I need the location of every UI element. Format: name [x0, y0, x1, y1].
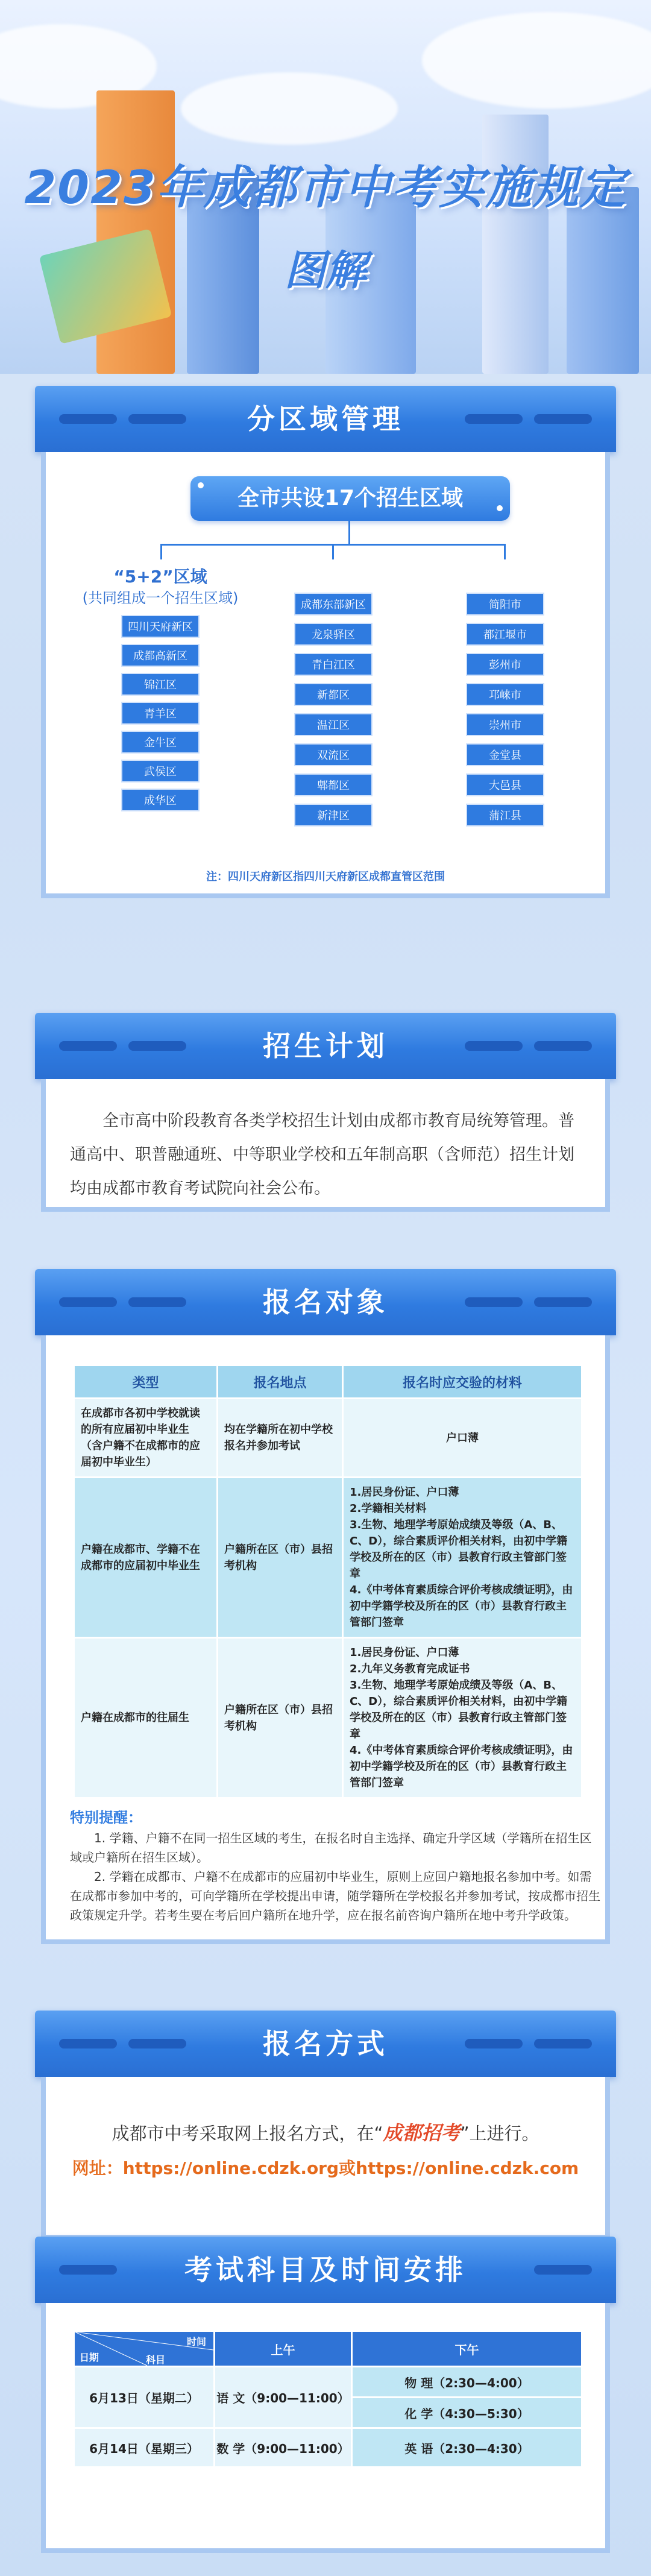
zones-headline: 全市共设17个招生区域 — [190, 476, 510, 521]
district-item: 金堂县 — [466, 743, 544, 766]
am-cell: 语 文（9:00—11:00） — [215, 2367, 351, 2427]
hero-banner — [0, 0, 651, 374]
district-item: 邛崃市 — [466, 683, 544, 706]
section-title: 考试科目及时间安排 — [184, 2253, 467, 2286]
section-header — [35, 386, 616, 452]
plan-section — [35, 1013, 616, 1212]
district-item: 新都区 — [294, 683, 373, 706]
section-title: 报名方式 — [263, 2027, 388, 2060]
district-item: 成华区 — [121, 789, 200, 811]
district-item: 成都东部新区 — [294, 593, 373, 616]
tip-item: 2. 学籍在成都市、户籍不在成都市的应届初中毕业生，原则上应回户籍地报名参加中考。如需在成都市参加中考的，可向学籍所在学校提出申请，随学籍所在学校报名并参加考试，按成都市招生政策规定升学。若考生要在考后回户籍所在地升学，应在报名前咨询户籍所在地中考升学政策。 — [70, 1869, 600, 1923]
district-item: 武侯区 — [121, 760, 200, 783]
pm-cell: 化 学（4:30—5:30） — [353, 2398, 581, 2427]
district-item: 新津区 — [294, 804, 373, 827]
district-item: 温江区 — [294, 713, 373, 736]
district-item: 青羊区 — [121, 702, 200, 725]
signup-line: 成都市中考采取网上报名方式，在“成都招考”上进行。 — [112, 2121, 539, 2144]
cell-type: 在成都市各初中学校就读的所有应届初中毕业生（含户籍不在成都市的应届初中毕业生） — [75, 1399, 216, 1476]
table-header: 类型 — [75, 1366, 216, 1397]
exam-table — [73, 2330, 583, 2468]
plan-text: 全市高中阶段教育各类学校招生计划由成都市教育局统筹管理。普通高中、职普融通班、中等职业学校和五年制高职（含师范）招生计划均由成都市教育考试院向社会公布。 — [70, 1112, 574, 1198]
district-item: 崇州市 — [466, 713, 544, 736]
district-item: 都江堰市 — [466, 623, 544, 646]
district-item: 龙泉驿区 — [294, 623, 373, 646]
table-header: 报名时应交验的材料 — [344, 1366, 581, 1397]
section-header — [35, 1269, 616, 1335]
district-item: 蒲江县 — [466, 804, 544, 827]
header-pm: 下午 — [353, 2332, 581, 2366]
pm-cell: 物 理（2:30—4:00） — [353, 2367, 581, 2396]
signup-section — [35, 2011, 616, 2240]
zones-card — [41, 452, 610, 898]
target-section — [35, 1269, 616, 1944]
zones-section — [35, 386, 616, 898]
district-item: 郫都区 — [294, 773, 373, 796]
table-row — [75, 1478, 581, 1637]
exam-card — [41, 2303, 610, 2553]
zones-note: 注：四川天府新区指四川天府新区成都直管区范围 — [206, 871, 445, 883]
section-title: 分区域管理 — [247, 403, 404, 435]
section-title: 招生计划 — [263, 1030, 388, 1062]
exam-section — [35, 2237, 616, 2553]
cell-place: 均在学籍所在初中学校报名并参加考试 — [218, 1399, 342, 1476]
district-item: 大邑县 — [466, 773, 544, 796]
section-header — [35, 2011, 616, 2077]
district-item: 金牛区 — [121, 731, 200, 754]
brand-logo-text: 成都招考 — [383, 2121, 461, 2144]
district-item: 青白江区 — [294, 653, 373, 676]
district-item: 四川天府新区 — [121, 615, 200, 638]
section-header — [35, 1013, 616, 1079]
cell-materials: 户口薄 — [344, 1399, 581, 1476]
am-cell: 数 学（9:00—11:00） — [215, 2429, 351, 2466]
hero-title: 2023年成都市中考实施规定 — [24, 160, 627, 214]
group1-subtitle: (共同组成一个招生区域) — [82, 590, 239, 606]
header-am: 上午 — [215, 2332, 351, 2366]
target-card — [41, 1335, 610, 1944]
table-row — [75, 1639, 581, 1797]
table-row — [75, 1399, 581, 1476]
cell-type: 户籍在成都市、学籍不在成都市的应届初中毕业生 — [75, 1478, 216, 1637]
cell-place: 户籍所在区（市）县招考机构 — [218, 1639, 342, 1797]
group1-title: “5+2”区域 — [113, 567, 207, 587]
date-cell: 6月14日（星期三） — [75, 2429, 213, 2466]
district-item: 双流区 — [294, 743, 373, 766]
hero-subtitle: 图解 — [284, 247, 366, 295]
plan-card — [41, 1079, 610, 1212]
tip-item: 1. 学籍、户籍不在同一招生区域的考生，在报名时自主选择、确定升学区域（学籍所在招生区域或户籍所在招生区域）。 — [70, 1831, 592, 1865]
table-row — [75, 2367, 581, 2396]
section-title: 报名对象 — [263, 1286, 388, 1318]
section-header — [35, 2237, 616, 2303]
district-item: 成都高新区 — [121, 644, 200, 667]
target-table — [73, 1364, 583, 1799]
date-cell: 6月13日（星期二） — [75, 2367, 213, 2427]
pm-cell: 英 语（2:30—4:30） — [353, 2429, 581, 2466]
cell-type: 户籍在成都市的往届生 — [75, 1639, 216, 1797]
tip-list — [70, 1828, 600, 1925]
cell-place: 户籍所在区（市）县招考机构 — [218, 1478, 342, 1637]
table-corner: 时间 日期 科目 — [75, 2332, 213, 2366]
cell-materials: 1.居民身份证、户口薄 2.学籍相关材料 3.生物、地理学考原始成绩及等级（A、B、C、D），综合素质评价相关材料，由初中学籍学校及所在的区（市）县教育行政主管部门签章 4.《中考体育素质综合评价考核成绩证明》，由初中学籍学校及所在的区（市）县教育行政主管部门签章 — [344, 1478, 581, 1637]
table-header: 报名地点 — [218, 1366, 342, 1397]
cell-materials: 1.居民身份证、户口薄 2.九年义务教育完成证书 3.生物、地理学考原始成绩及等级（A、B、C、D），综合素质评价相关材料，由初中学籍学校及所在的区（市）县教育行政主管部门签章 4.《中考体育素质综合评价考核成绩证明》，由初中学籍学校及所在的区（市）县教育行政主管部门签章 — [344, 1639, 581, 1797]
signup-url-link[interactable]: 网址：https://online.cdzk.org或https://online.cdzk.com — [72, 2158, 579, 2178]
tip-title: 特别提醒： — [70, 1809, 142, 1826]
signup-card — [41, 2077, 610, 2240]
district-item: 锦江区 — [121, 673, 200, 696]
table-row — [75, 2429, 581, 2466]
district-item: 彭州市 — [466, 653, 544, 676]
district-item: 简阳市 — [466, 593, 544, 616]
